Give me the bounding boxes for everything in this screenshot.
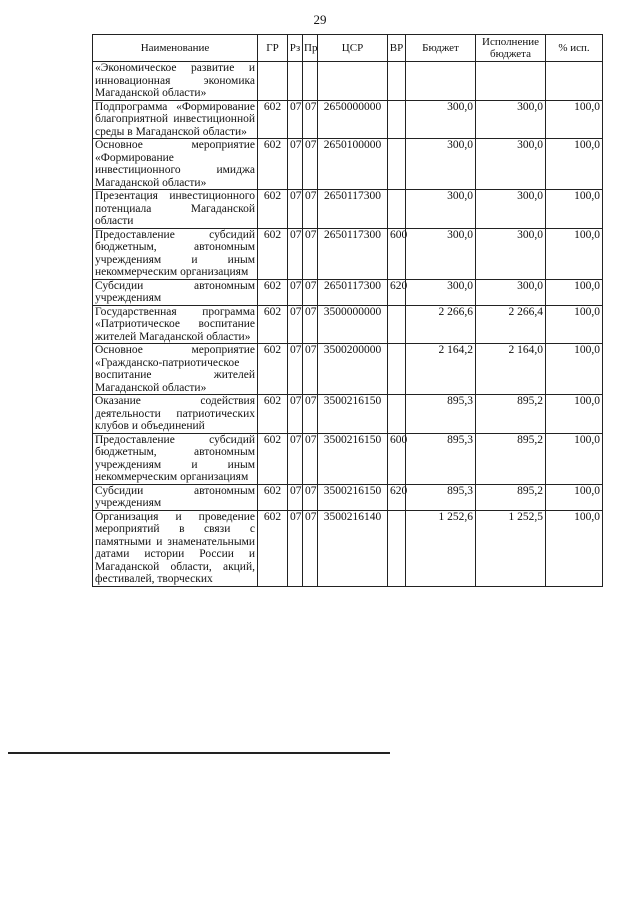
- cell-rz: 07: [288, 139, 303, 190]
- cell-pr: 07: [303, 510, 318, 586]
- cell-pr: 07: [303, 279, 318, 305]
- header-percent: % исп.: [546, 35, 603, 62]
- header-pr: Пр: [303, 35, 318, 62]
- cell-percent: 100,0: [546, 279, 603, 305]
- cell-pr: 07: [303, 139, 318, 190]
- cell-name: Субсидии автономным учреждениям: [93, 279, 258, 305]
- cell-vr: [388, 510, 406, 586]
- cell-budget: 895,3: [406, 395, 476, 434]
- cell-pr: 07: [303, 433, 318, 484]
- cell-vr: 620: [388, 279, 406, 305]
- table-row: [93, 395, 603, 434]
- table-row: [93, 228, 603, 279]
- cell-gr: 602: [258, 100, 288, 139]
- table-row: [93, 139, 603, 190]
- cell-pr: 07: [303, 100, 318, 139]
- cell-csr: 2650100000: [318, 139, 388, 190]
- cell-gr: [258, 62, 288, 101]
- cell-execution: 300,0: [476, 228, 546, 279]
- cell-budget: 300,0: [406, 139, 476, 190]
- table-row: [93, 305, 603, 344]
- cell-csr: 3500216140: [318, 510, 388, 586]
- cell-csr: 3500216150: [318, 433, 388, 484]
- cell-percent: 100,0: [546, 139, 603, 190]
- cell-budget: 895,3: [406, 433, 476, 484]
- cell-percent: [546, 62, 603, 101]
- cell-gr: 602: [258, 279, 288, 305]
- cell-vr: [388, 139, 406, 190]
- cell-budget: 2 266,6: [406, 305, 476, 344]
- cell-execution: [476, 62, 546, 101]
- cell-vr: 600: [388, 228, 406, 279]
- cell-gr: 602: [258, 395, 288, 434]
- cell-percent: 100,0: [546, 100, 603, 139]
- cell-execution: 895,2: [476, 484, 546, 510]
- cell-name: Организация и проведение мероприятий в связи с памятными и знаменательными датами истории России и Магаданской области, акций, фестивалей, творческих: [93, 510, 258, 586]
- cell-percent: 100,0: [546, 395, 603, 434]
- cell-percent: 100,0: [546, 510, 603, 586]
- cell-percent: 100,0: [546, 344, 603, 395]
- cell-pr: 07: [303, 344, 318, 395]
- cell-name: Государственная программа «Патриотическое воспитание жителей Магаданской области»: [93, 305, 258, 344]
- cell-csr: 2650117300: [318, 228, 388, 279]
- cell-execution: 300,0: [476, 279, 546, 305]
- cell-rz: 07: [288, 395, 303, 434]
- cell-rz: 07: [288, 344, 303, 395]
- cell-vr: [388, 62, 406, 101]
- cell-execution: 300,0: [476, 190, 546, 229]
- cell-name: Субсидии автономным учреждениям: [93, 484, 258, 510]
- cell-gr: 602: [258, 190, 288, 229]
- cell-gr: 602: [258, 344, 288, 395]
- cell-csr: 2650117300: [318, 190, 388, 229]
- cell-gr: 602: [258, 484, 288, 510]
- cell-rz: 07: [288, 190, 303, 229]
- cell-percent: 100,0: [546, 484, 603, 510]
- cell-budget: 2 164,2: [406, 344, 476, 395]
- cell-budget: 300,0: [406, 279, 476, 305]
- cell-budget: 895,3: [406, 484, 476, 510]
- cell-csr: 3500000000: [318, 305, 388, 344]
- cell-gr: 602: [258, 228, 288, 279]
- table-row: [93, 100, 603, 139]
- cell-budget: 300,0: [406, 228, 476, 279]
- header-csr: ЦСР: [318, 35, 388, 62]
- cell-execution: 1 252,5: [476, 510, 546, 586]
- cell-csr: 3500216150: [318, 395, 388, 434]
- cell-csr: 3500200000: [318, 344, 388, 395]
- page-number: 29: [313, 12, 327, 27]
- cell-percent: 100,0: [546, 190, 603, 229]
- cell-gr: 602: [258, 139, 288, 190]
- cell-vr: [388, 395, 406, 434]
- cell-execution: 2 266,4: [476, 305, 546, 344]
- cell-vr: [388, 344, 406, 395]
- cell-rz: 07: [288, 433, 303, 484]
- cell-rz: 07: [288, 484, 303, 510]
- cell-budget: 1 252,6: [406, 510, 476, 586]
- cell-vr: 600: [388, 433, 406, 484]
- cell-gr: 602: [258, 510, 288, 586]
- cell-name: Основное мероприятие «Формирование инвестиционного имиджа Магаданской области»: [93, 139, 258, 190]
- cell-rz: 07: [288, 228, 303, 279]
- cell-pr: 07: [303, 395, 318, 434]
- cell-csr: 2650117300: [318, 279, 388, 305]
- cell-execution: 895,2: [476, 433, 546, 484]
- cell-rz: 07: [288, 100, 303, 139]
- header-vr: ВР: [388, 35, 406, 62]
- cell-execution: 300,0: [476, 139, 546, 190]
- header-rz: Рз: [288, 35, 303, 62]
- cell-vr: [388, 305, 406, 344]
- cell-budget: 300,0: [406, 190, 476, 229]
- cell-pr: 07: [303, 228, 318, 279]
- cell-percent: 100,0: [546, 228, 603, 279]
- table-row: [93, 62, 603, 101]
- cell-vr: [388, 190, 406, 229]
- cell-percent: 100,0: [546, 305, 603, 344]
- table-row: [93, 190, 603, 229]
- table-row: [93, 484, 603, 510]
- table-row: [93, 344, 603, 395]
- cell-pr: 07: [303, 484, 318, 510]
- cell-rz: 07: [288, 305, 303, 344]
- table-row: [93, 433, 603, 484]
- cell-execution: 300,0: [476, 100, 546, 139]
- cell-rz: 07: [288, 510, 303, 586]
- cell-csr: [318, 62, 388, 101]
- table-row: [93, 279, 603, 305]
- cell-pr: 07: [303, 190, 318, 229]
- cell-execution: 2 164,0: [476, 344, 546, 395]
- cell-gr: 602: [258, 433, 288, 484]
- footnote-divider: [8, 752, 390, 754]
- cell-vr: [388, 100, 406, 139]
- table-row: [93, 510, 603, 586]
- cell-name: Оказание содействия деятельности патриотических клубов и объединений: [93, 395, 258, 434]
- header-gr: ГР: [258, 35, 288, 62]
- cell-budget: 300,0: [406, 100, 476, 139]
- cell-budget: [406, 62, 476, 101]
- cell-vr: 620: [388, 484, 406, 510]
- cell-name: Предоставление субсидий бюджетным, автономным учреждениям и иным некоммерческим организациям: [93, 433, 258, 484]
- budget-table: [92, 34, 603, 587]
- cell-pr: [303, 62, 318, 101]
- header-budget: Бюджет: [406, 35, 476, 62]
- cell-pr: 07: [303, 305, 318, 344]
- cell-rz: 07: [288, 279, 303, 305]
- header-execution: Исполнение бюджета: [476, 35, 546, 62]
- cell-percent: 100,0: [546, 433, 603, 484]
- cell-rz: [288, 62, 303, 101]
- cell-name: «Экономическое развитие и инновационная экономика Магаданской области»: [93, 62, 258, 101]
- cell-csr: 2650000000: [318, 100, 388, 139]
- cell-name: Презентация инвестиционного потенциала Магаданской области: [93, 190, 258, 229]
- table-header-row: [93, 35, 603, 62]
- cell-name: Основное мероприятие «Гражданско-патриотическое воспитание жителей Магаданской области»: [93, 344, 258, 395]
- cell-csr: 3500216150: [318, 484, 388, 510]
- cell-name: Подпрограмма «Формирование благоприятной инвестиционной среды в Магаданской области»: [93, 100, 258, 139]
- cell-name: Предоставление субсидий бюджетным, автономным учреждениям и иным некоммерческим организациям: [93, 228, 258, 279]
- cell-execution: 895,2: [476, 395, 546, 434]
- header-name: Наименование: [93, 35, 258, 62]
- cell-gr: 602: [258, 305, 288, 344]
